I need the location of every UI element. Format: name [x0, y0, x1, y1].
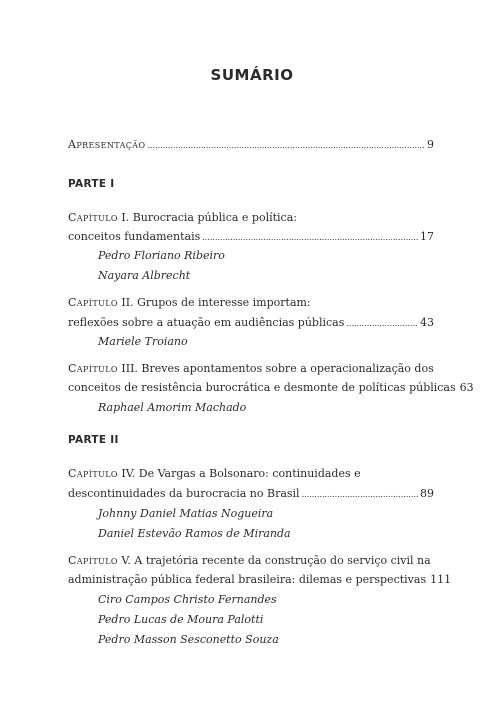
- chapter-author: Ciro Campos Christo Fernandes: [98, 593, 277, 606]
- chapter-title-continuation: administração pública federal brasileira: dilemas e perspectivas: [68, 573, 427, 586]
- chapter-3-title-line: [68, 362, 434, 375]
- chapter-title: I. Burocracia pública e política:: [117, 211, 297, 224]
- chapter-title: IV. De Vargas a Bolsonaro: continuidades e: [117, 467, 361, 480]
- chapter-title-continuation: conceitos fundamentais: [68, 230, 201, 243]
- toc-page-number: 63: [459, 381, 474, 394]
- chapter-author: Mariele Troiano: [98, 335, 188, 348]
- chapter-3-entry: [68, 381, 474, 397]
- toc-page-number: 17: [420, 230, 434, 243]
- chapter-author: Raphael Amorim Machado: [98, 401, 247, 414]
- chapter-2-entry: [68, 316, 434, 332]
- chapter-5-entry: [68, 573, 452, 589]
- chapter-prefix: Capítulo: [68, 362, 118, 375]
- toc-page-number: 43: [420, 316, 434, 329]
- page-title: SUMÁRIO: [210, 66, 294, 84]
- dot-leader: [346, 316, 418, 329]
- dot-leader: [302, 487, 418, 500]
- toc-entry-apresentacao: [68, 138, 434, 154]
- toc-entry-label: Apresentação: [68, 138, 146, 151]
- toc-page-number: 9: [427, 138, 434, 151]
- toc-page-number: 89: [420, 487, 434, 500]
- chapter-prefix: Capítulo: [68, 554, 118, 567]
- chapter-title-continuation: conceitos de resistência burocrática e desmonte de políticas públicas: [68, 381, 456, 394]
- chapter-1-entry: [68, 230, 434, 246]
- part-heading-1: PARTE I: [68, 178, 115, 190]
- chapter-author: Daniel Estevão Ramos de Miranda: [98, 527, 291, 540]
- chapter-5-title-line: [68, 554, 431, 567]
- chapter-author: Pedro Floriano Ribeiro: [98, 249, 225, 262]
- dot-leader: [202, 230, 418, 243]
- chapter-prefix: Capítulo: [68, 211, 118, 224]
- chapter-author: Nayara Albrecht: [98, 269, 191, 282]
- dot-leader: [147, 138, 425, 151]
- chapter-author: Pedro Lucas de Moura Palotti: [98, 613, 264, 626]
- chapter-4-title-line: [68, 467, 361, 480]
- chapter-author: Johnny Daniel Matias Nogueira: [98, 507, 274, 520]
- chapter-prefix: Capítulo: [68, 467, 118, 480]
- chapter-title: V. A trajetória recente da construção do serviço civil na: [117, 554, 431, 567]
- chapter-author: Pedro Masson Sesconetto Souza: [98, 633, 279, 646]
- chapter-title: II. Grupos de interesse importam:: [117, 296, 311, 309]
- chapter-2-title-line: [68, 296, 311, 309]
- chapter-prefix: Capítulo: [68, 296, 118, 309]
- chapter-title: III. Breves apontamentos sobre a operacionalização dos: [117, 362, 434, 375]
- toc-page-number: 111: [430, 573, 452, 586]
- chapter-4-entry: [68, 487, 434, 503]
- part-heading-2: PARTE II: [68, 434, 119, 446]
- chapter-title-continuation: reflexões sobre a atuação em audiências públicas: [68, 316, 345, 329]
- chapter-1-title-line: [68, 211, 297, 224]
- chapter-title-continuation: descontinuidades da burocracia no Brasil: [68, 487, 300, 500]
